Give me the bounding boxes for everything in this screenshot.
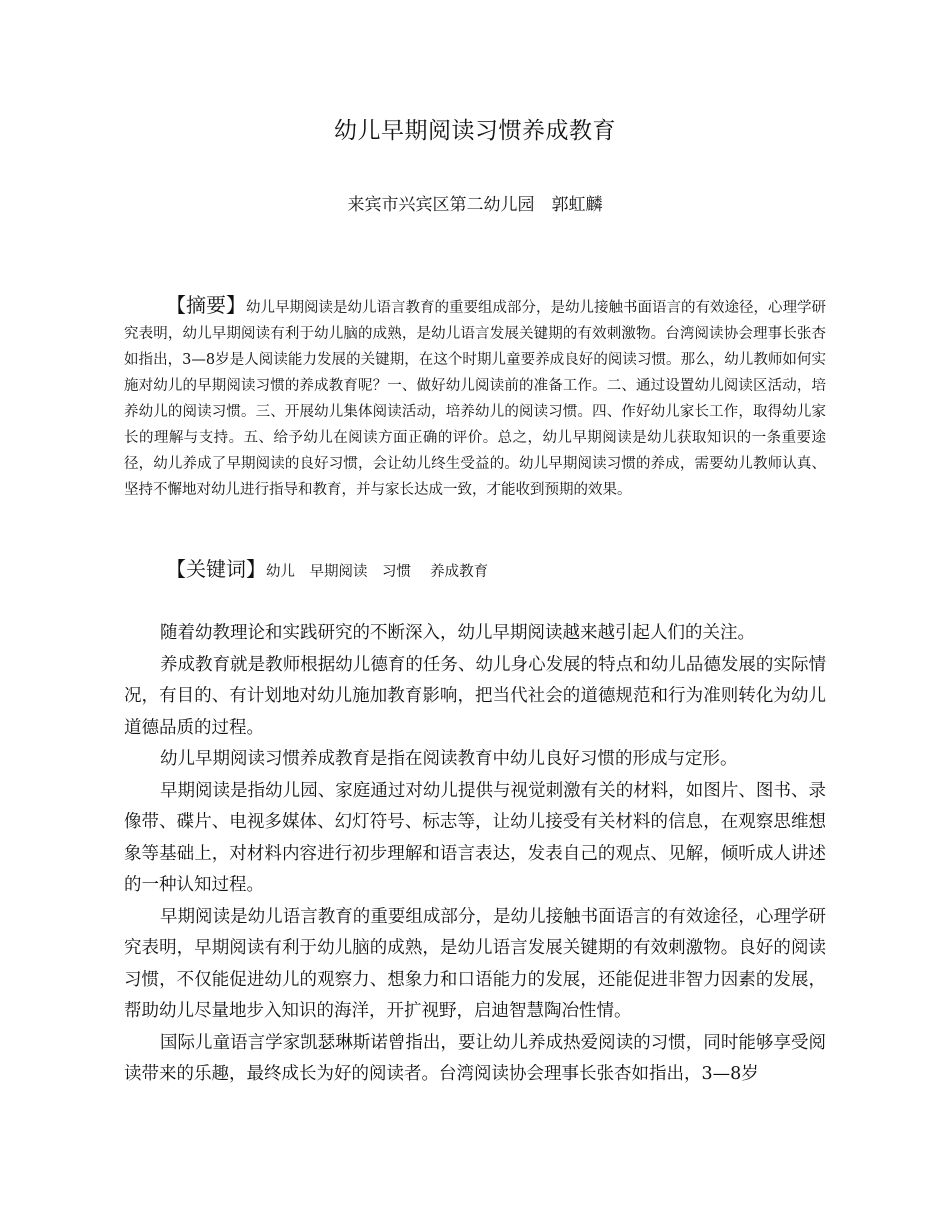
body-paragraph: 随着幼教理论和实践研究的不断深入，幼儿早期阅读越来越引起人们的关注。: [160, 623, 755, 643]
body-paragraph: 幼儿早期阅读习惯养成教育是指在阅读教育中幼儿良好习惯的形成与定形。: [160, 749, 738, 769]
abstract-block: [124, 292, 826, 503]
body-paragraph: 早期阅读是幼儿语言教育的重要组成部分，是幼儿接触书面语言的有效途径，心理学研究表明，早期阅读有利于幼儿脑的成熟，是幼儿语言发展关键期的有效刺激物。良好的阅读习惯，不仅能促进幼儿的观察力、想象力和口语能力的发展，还能促进非智力因素的发展，帮助幼儿尽量地步入知识的海洋，开扩视野，启迪智慧陶冶性情。: [124, 906, 826, 1021]
document-title: 幼儿早期阅读习惯养成教育: [334, 118, 616, 144]
author-line: 来宾市兴宾区第二幼儿园 郭虹麟: [347, 195, 603, 215]
abstract-text: 幼儿早期阅读是幼儿语言教育的重要组成部分，是幼儿接触书面语言的有效途径，心理学研究表明，幼儿早期阅读有利于幼儿脑的成熟，是幼儿语言发展关键期的有效刺激物。台湾阅读协会理事长张杏如指出，3—8岁是人阅读能力发展的关键期，在这个时期儿童要养成良好的阅读习惯。那么，幼儿教师如何实施对幼儿的早期阅读习惯的养成教育呢？一、做好幼儿阅读前的准备工作。二、通过设置幼儿阅读区活动，培养幼儿的阅读习惯。三、开展幼儿集体阅读活动，培养幼儿的阅读习惯。四、作好幼儿家长工作，取得幼儿家长的理解与支持。五、给予幼儿在阅读方面正确的评价。总之，幼儿早期阅读是幼儿获取知识的一条重要途径，幼儿养成了早期阅读的良好习惯，会让幼儿终生受益的。幼儿早期阅读习惯的养成，需要幼儿教师认真、坚持不懈地对幼儿进行指导和教育，并与家长达成一致，才能收到预期的效果。: [124, 300, 826, 498]
body-paragraph: 早期阅读是指幼儿园、家庭通过对幼儿提供与视觉刺激有关的材料，如图片、图书、录像带、碟片、电视多媒体、幻灯符号、标志等，让幼儿接受有关材料的信息，在观察思维想象等基础上，对材料内容进行初步理解和语言表达，发表自己的观点、见解，倾听成人讲述的一种认知过程。: [124, 780, 826, 895]
keywords-label: 【关键词】: [166, 557, 266, 581]
keywords-text: 幼儿 早期阅读 习惯 养成教育: [266, 564, 489, 580]
body-paragraph: 养成教育就是教师根据幼儿德育的任务、幼儿身心发展的特点和幼儿品德发展的实际情况，有目的、有计划地对幼儿施加教育影响，把当代社会的道德规范和行为准则转化为幼儿道德品质的过程。: [124, 654, 826, 738]
abstract-label: 【摘要】: [166, 293, 246, 317]
body-text: [124, 618, 826, 1091]
body-paragraph: 国际儿童语言学家凯瑟琳斯诺曾指出，要让幼儿养成热爱阅读的习惯，同时能够享受阅读带来的乐趣，最终成长为好的阅读者。台湾阅读协会理事长张杏如指出，3—8岁: [124, 1032, 826, 1084]
keywords-block: [166, 556, 826, 585]
